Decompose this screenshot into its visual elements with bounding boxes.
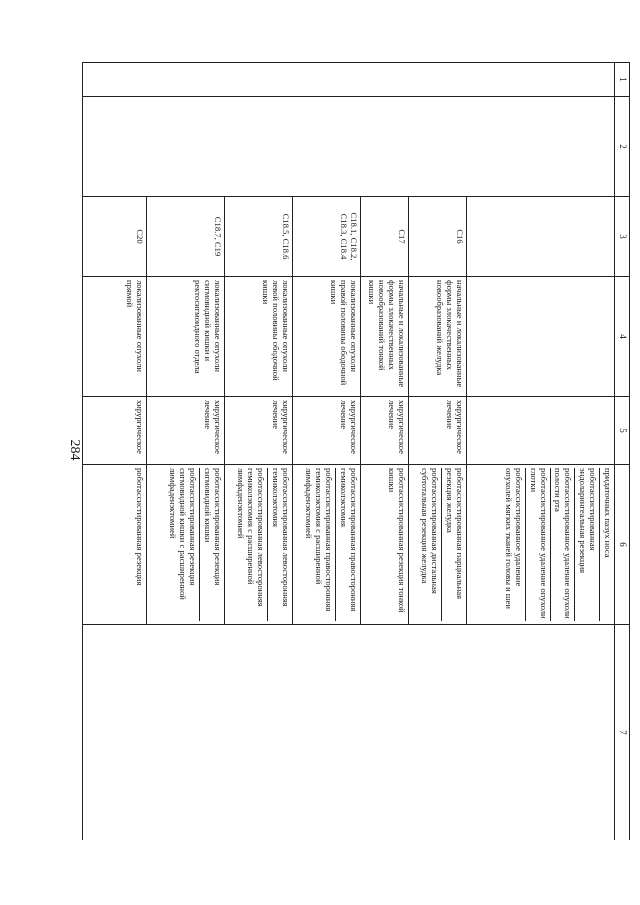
column-header: 3	[615, 197, 630, 277]
methods-cell	[83, 465, 147, 625]
method-text: роботассистированное удаление опухолей мягких тканей головы и шеи	[504, 468, 524, 609]
table-frame	[82, 62, 640, 840]
column-header: 2	[615, 97, 630, 197]
diagnosis-cell: начальные и локализованные формы злокачественных новообразований желудка	[409, 277, 467, 397]
page-number: 284	[67, 439, 82, 461]
methods-cell	[225, 465, 293, 625]
code-cell	[467, 197, 615, 277]
col1-cell	[83, 63, 615, 97]
treatment-cell: хирургическое лечение	[225, 397, 293, 465]
diagnosis-cell: начальные и локализованные формы злокачественных новообразований тонкой кишки	[361, 277, 409, 397]
table-row	[467, 63, 615, 841]
methods-cell	[409, 465, 467, 625]
methods-cell	[293, 465, 361, 625]
diagnosis-cell: локализованные опухоли левой половины ободочной кишки	[225, 277, 293, 397]
code-cell: C18.5, C18.6	[225, 197, 293, 277]
method-text: роботассистированная эндоларингеальная резекция	[574, 468, 599, 621]
diagnosis-cell: локализованные опухоли правой половины ободочной кишки	[293, 277, 361, 397]
method-text: роботассистированная резекция	[135, 468, 145, 586]
treatment-table	[82, 62, 630, 840]
header-row	[615, 63, 630, 841]
column-header: 5	[615, 397, 630, 465]
column-header: 7	[615, 625, 630, 841]
code-cell: C18.7, C19	[147, 197, 225, 277]
column-header: 6	[615, 465, 630, 625]
method-text: роботассистированная резекция тонкой кишки	[387, 468, 407, 613]
col7-cell	[83, 625, 615, 841]
method-text: роботассистированная правосторонняя гемиколэктомия	[335, 468, 360, 621]
col2-cell	[83, 97, 615, 197]
method-text: роботассистированная левосторонняя гемиколэктомия с расширенной лимфаденэктомией	[236, 468, 267, 607]
method-text: роботассистированная резекция сигмовидной кишки	[199, 468, 224, 621]
method-text: роботассистированная правосторонняя гемиколэктомия с расширенной лимфаденэктомией	[304, 468, 335, 612]
method-text: придаточных пазух носа	[599, 468, 614, 621]
code-cell: C20	[83, 197, 147, 277]
methods-cell	[147, 465, 225, 625]
diagnosis-cell: локализованные опухоли сигмовидной кишки и ректосигмоидного отдела	[147, 277, 225, 397]
code-cell: C16	[409, 197, 467, 277]
method-text: роботассистированная дистальная субтотальная резекция желудка	[420, 468, 441, 594]
code-cell: C17	[361, 197, 409, 277]
column-header: 4	[615, 277, 630, 397]
method-text: роботассистированная парциальная резекция желудка	[441, 468, 466, 621]
method-text: роботассистированное удаление опухоли полости рта	[550, 468, 575, 621]
method-text: роботассистированная левосторонняя гемиколэктомия	[267, 468, 292, 621]
table-body	[83, 63, 615, 841]
rotated-table-container	[82, 62, 630, 840]
treatment-cell: хирургическое лечение	[147, 397, 225, 465]
code-cell: C18.1, C18.2, C18.3, C18.4	[293, 197, 361, 277]
treatment-cell: хирургическое лечение	[293, 397, 361, 465]
methods-cell	[361, 465, 409, 625]
treatment-cell: хирургическое лечение	[361, 397, 409, 465]
column-header: 1	[615, 63, 630, 97]
diagnosis-cell: локализованные опухоли прямой	[83, 277, 147, 397]
method-text: роботассистированная резекция сигмовидной кишки с расширенной лимфаденэктомией	[168, 468, 199, 600]
diagnosis-cell	[467, 277, 615, 397]
treatment-cell	[467, 397, 615, 465]
methods-cell	[467, 465, 615, 625]
treatment-cell: хирургическое	[83, 397, 147, 465]
method-text: роботассистированное удаление опухоли глотки	[525, 468, 550, 621]
treatment-cell: хирургическое лечение	[409, 397, 467, 465]
